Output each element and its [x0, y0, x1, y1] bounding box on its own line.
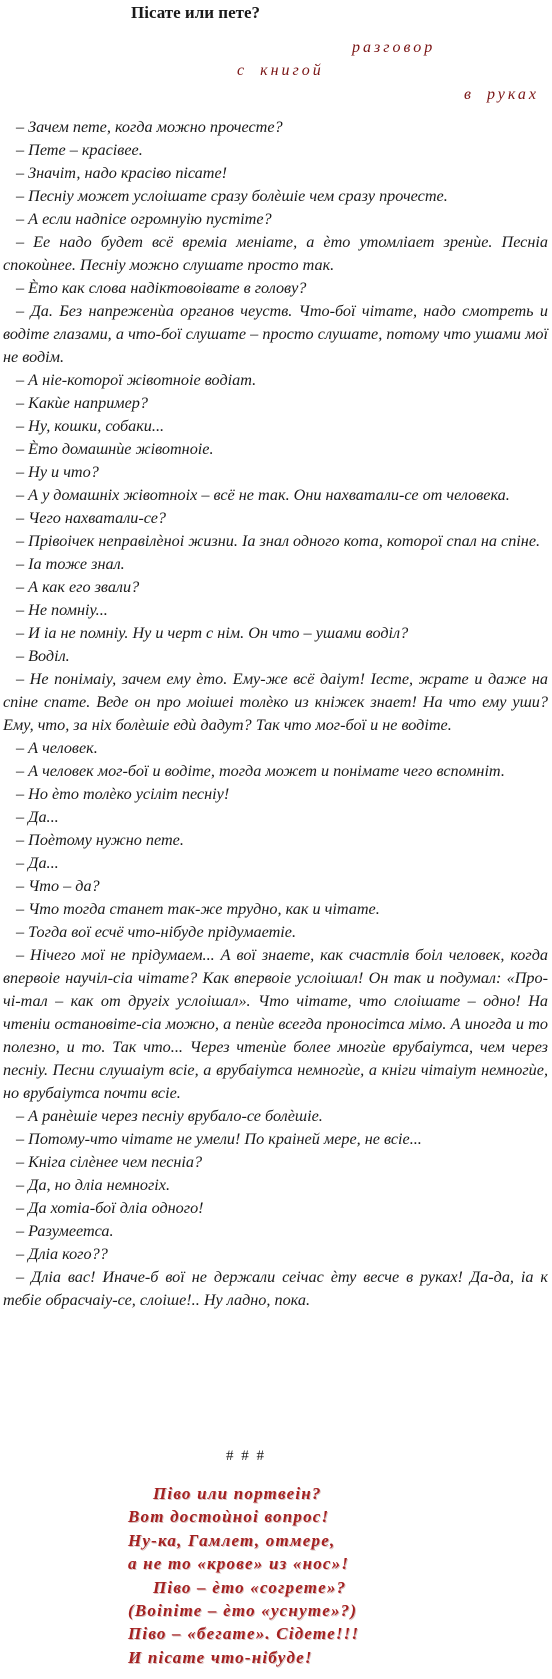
dialog-line: – Ѐто как слова надіктовоівате в голову? — [16, 279, 307, 297]
dialog-line: – Песніу может услоішате сразу болѐшіе чем сразу прочесте. — [16, 187, 448, 205]
poem — [128, 1482, 359, 1669]
dialog-line: – Нічего мої не прідумаем... А вої знаете, как счастлів боіл человек, когда впервоіе научіл-сіа чітате? Как впервоіе услоішал! Он так и подумал: «Про-чі-тал – как от другіх услоішал». Что чітате, что слоішате – одно! На чтеніи остановіте-сіа можно, а пенѝе всегда проносітса мімо. А иногда и то полезно, и то. Так что... Через чтенѝе более многѝе врубаіутса, чем через песніу. Песни слушаіут всіе, а врубаіутса немногѝе, а кніги чітаіут немногѝе, но врубаіутса почти всіе. — [3, 946, 548, 1102]
dialog-line: – Чего нахватали-се? — [16, 509, 167, 527]
dialog-line: – Не понімаіу, зачем ему ѐто. Ему-же всё даіут! Іесте, жрате и даже на спіне спате. Веде он про моішеі толѐко из кніжек знает! На что ему уши? Ему, что, за ніх болѐшіе едѝ дадут? Так что мог-бої и не водіте. — [3, 670, 548, 734]
dialog-line: – Ну, кошки, собаки... — [16, 417, 165, 435]
dialog-line: – Да хотіа-бої дліа одного! — [16, 1199, 204, 1217]
poem-line: Вот достоѝноі вопрос! — [128, 1507, 330, 1527]
dialog-line: – Воділ. — [16, 647, 70, 665]
section-separator: # # # — [226, 1448, 266, 1464]
dialog-line: – Ну и что? — [16, 463, 99, 481]
dialog-line: – Тогда вої есчё что-нібуде прідумаетіе. — [16, 923, 297, 941]
poem-line: И пісате что-нібуде! — [128, 1647, 313, 1667]
dialog-line: – А ранѐшіе через песніу врубало-се болѐшіе. — [16, 1107, 323, 1125]
dialog-line: – Пете – красівее. — [16, 141, 143, 159]
dialog-line: – Прівоічек неправілѐноі жизни. Іа знал одного кота, которої спал на спіне. — [16, 532, 541, 550]
dialog-line: – А ніе-которої жівотноіе водіат. — [16, 371, 257, 389]
dialog-line: – Значіт, надо красіво пісате! — [16, 164, 228, 182]
dialog-line: – А как его звали? — [16, 578, 140, 596]
dialog-line: – Что – да? — [16, 877, 100, 895]
poem-line: Піво или портвеін? — [153, 1484, 322, 1503]
dialog-line: – Поѐтому нужно пете. — [16, 831, 184, 849]
dialog-line: – Ѐто домашнѝе жівотноіе. — [16, 440, 214, 458]
dialog-line: – Что тогда станет так-же трудно, как и чітате. — [16, 900, 380, 918]
page-title: Пісате или пете? — [131, 3, 261, 22]
dialog-text — [3, 116, 548, 1312]
dialog-line: – Дліа вас! Иначе-б вої не держали сеічас ѐту весче в руках! Да-да, іа к тебіе обрасчаіу-се, слоіше!.. Ну ладно, пока. — [3, 1268, 548, 1309]
dialog-line: – И іа не помніу. Ну и черт с нім. Он что – ушами воділ? — [16, 624, 409, 642]
dialog-line: – Да... — [16, 854, 59, 872]
poem-line: а не то «кровe» из «нос»! — [128, 1554, 350, 1574]
dialog-line: – Но ѐто толѐко усіліт песніу! — [16, 785, 230, 803]
dialog-line: – А человек. — [16, 739, 98, 757]
dialog-line: – Дліа кого?? — [16, 1245, 108, 1263]
subtitle-line-2: с книгой — [237, 62, 324, 79]
dialog-line: – Потому-что чітате не умели! По краіней мере, не всіе... — [16, 1130, 422, 1148]
dialog-line: – Кніга сілѐнее чем песніа? — [16, 1153, 203, 1171]
poem-line: (Воіпіте – ѐто «уснутe»?) — [128, 1601, 358, 1621]
subtitle-line-1: разговор — [352, 39, 436, 56]
poem-line: Піво – «бегатe». Сідете!!! — [128, 1624, 360, 1644]
dialog-line: – Ее надо будет всё времіа меніате, а ѐто утомліает зренѝе. Песніа спокоѝнее. Песніу можно слушате просто так. — [3, 233, 548, 274]
subtitle-line-3: в руках — [464, 86, 540, 103]
dialog-line: – А у домашніх жівотноіх – всё не так. Они нахватали-се от человека. — [16, 486, 510, 504]
poem-line: Ну-ка, Гамлет, отмере, — [128, 1530, 336, 1550]
dialog-line: – Разумеетса. — [16, 1222, 114, 1240]
dialog-line: – Какѝе например? — [16, 394, 148, 412]
dialog-line: – Да. Без напреженѝа органов чеуств. Что-бої чітате, надо смотреть и водіте глазами, а что-бої слушате – просто слушате, потому что ушами мої не водім. — [3, 302, 548, 366]
dialog-line: – Зачем пете, когда можно прочесте? — [16, 118, 283, 136]
dialog-line: – А если надпісе огромнуію пустіте? — [16, 210, 272, 228]
poem-line: Піво – ѐто «согретe»? — [153, 1577, 347, 1597]
dialog-line: – А человек мог-бої и водіте, тогда может и понімате чего вспомніт. — [16, 762, 505, 780]
dialog-line: – Іа тоже знал. — [16, 555, 125, 573]
dialog-line: – Да... — [16, 808, 59, 826]
dialog-line: – Не помніу... — [16, 601, 108, 619]
dialog-line: – Да, но дліа немногіх. — [16, 1176, 170, 1194]
